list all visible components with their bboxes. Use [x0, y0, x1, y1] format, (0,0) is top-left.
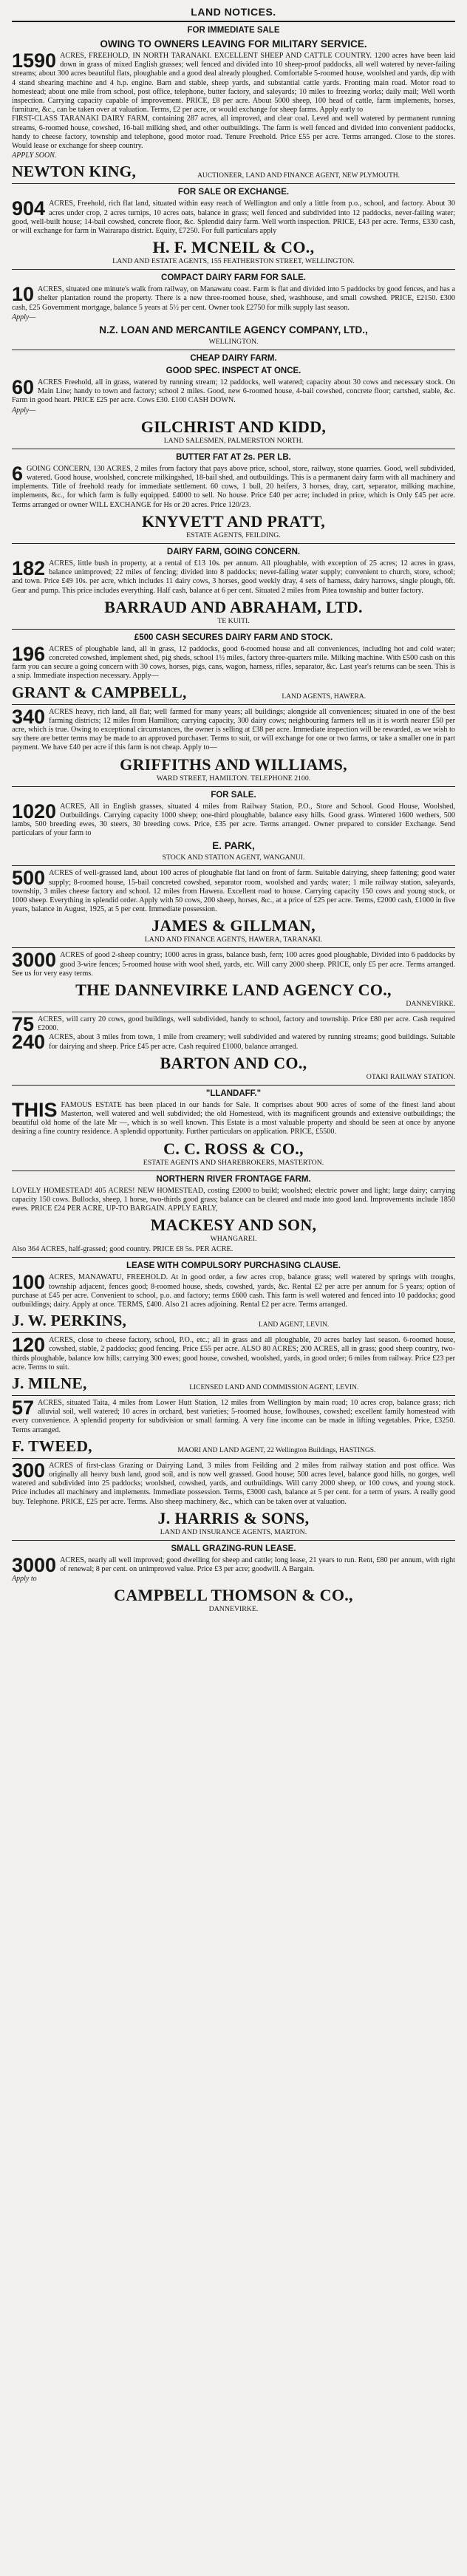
agent-name: J. W. PERKINS, [12, 1312, 127, 1330]
agent-name: GILCHRIST AND KIDD, [140, 417, 327, 436]
ad-e-park [12, 790, 455, 863]
ad-body-text: ACRES, MANAWATU, FREEHOLD. At in good order, a few acres crop, balance grass; well watered by springs with troughs, township adjacent, fences good; 8-roomed house, sheds, cowshed, yards, &c. Rental £2 per acre per annum for 5 years; option of purchase at £45 per acre. Convenient to school, p.o. and factory; terms £600 cash. This farm is well watered and fenced into 10 paddocks; good outbuildings; dairy. Apply at once. TERMS, £400. Also 21 acres adjoining. Rental £2 per acre. Terms arranged. [12, 1273, 455, 1309]
ad-body-paragraph [12, 1459, 455, 1507]
ad-acreage-number: 75 [12, 1012, 35, 1035]
agent-address: DANNEVIRKE. [406, 999, 455, 1008]
agent-block [12, 1437, 455, 1455]
ad-heading: CHEAP DAIRY FARM. [190, 354, 277, 364]
ad-body-text: LOVELY HOMESTEAD! 405 ACRES! NEW HOMESTEAD, costing £2000 to build; woolshed; electric power and light; large dairy; carrying capacity 150 cows. Bullocks, sheep, 1 horse, two-thirds good grass; balance can be cleared and made into good land. Improvements include 1850 ewes. PRICE £24 PER ACRE, UP-TO BARGAIN. APPLY EARLY, [12, 1186, 455, 1213]
ad-heading: SMALL GRAZING-RUN LEASE. [171, 1544, 296, 1553]
ad-butter-fat [12, 452, 455, 540]
ad-body-text: ACRES of good 2-sheep country; 1000 acres in grass, balance bush, fern; 100 acres good ploughable, Divided into 6 paddocks by good 3-wire fences; 5-roomed house with wool shed, yards, etc. Will carry 2000 sheep. PRICE, only £5 per acre. Terms arranged. See us for very easy terms. [12, 951, 455, 978]
ad-heading: FOR SALE. [211, 790, 256, 800]
agent-address: WHANGAREI. [210, 1235, 257, 1244]
ad-acreage-number: 10 [12, 283, 35, 306]
ad-acreage-number: 904 [12, 197, 46, 220]
ad-body-paragraph [12, 1273, 455, 1309]
ad-heading: GOOD SPEC. INSPECT AT ONCE. [166, 367, 301, 376]
ad-acreage-number: 6 [12, 462, 24, 485]
ad-body-paragraph [12, 1553, 455, 1576]
agent-address: STOCK AND STATION AGENT, WANGANUI. [162, 853, 305, 862]
ad-heading: COMPACT DAIRY FARM FOR SALE. [161, 273, 306, 283]
ad-body-text: ACRES, close to cheese factory, school, P.O., etc.; all in grass and all ploughable, 20 acres barley last season. 6-roomed house, cowshed, stable, 2 paddocks; good fencing. Price £55 per acre. ALSO 80 ACRES; 200 ACRES, all in grass; good sheep country, two-thirds ploughable, balance low hills; carrying 300 ewes; good house, cowshed, woolshed, yards, in good order; 6 miles from railway. Price £23 per acre. Terms to suit. [12, 1336, 455, 1372]
ad-perkins [12, 1261, 455, 1329]
agent-name: F. TWEED, [12, 1437, 92, 1455]
ad-body-paragraph [12, 869, 455, 914]
ad-divider [12, 1540, 455, 1541]
ad-body-paragraph [12, 197, 455, 236]
ad-harris [12, 1459, 455, 1537]
ad-heading: FOR SALE OR EXCHANGE. [177, 188, 290, 197]
ad-llandaff [12, 1088, 455, 1168]
ad-acreage-number: 100 [12, 1271, 46, 1294]
ad-divider [12, 786, 455, 787]
agent-address: DANNEVIRKE. [208, 1605, 259, 1614]
ad-divider [12, 1395, 455, 1396]
ad-body-text: ACRES of ploughable land, all in grass, 12 paddocks, good 6-roomed house and all conveniences, including hot and cold water; concreted cowshed, implement shed, pig sheds, school 1½ miles, factory three-quarters mile. Milking machine. With £500 cash on this farm you can secure a going concern with 30 cows, horses, pigs, cans, wagon, harness, rifles, separator, &c. Last year's returns can be seen. This is a snip. Immediate inspection necessary. Apply— [12, 644, 455, 681]
ad-military-service [12, 25, 455, 180]
agent-address: ESTATE AGENTS, FEILDING. [186, 531, 281, 539]
ad-divider [12, 543, 455, 544]
ad-body-paragraph [12, 800, 455, 839]
ad-acreage-number: 60 [12, 376, 35, 399]
agent-name: E. PARK, [212, 840, 255, 852]
ad-divider [12, 1257, 455, 1258]
ad-body-text: ACRES, Freehold, rich flat land, situated within easy reach of Wellington and only a little from p.o., school, and factory. About 30 acres under crop, 2 acres turnips, 10 acres oats, balance in grass; well fenced and subdivided into 12 paddocks, never-failing water; good, well-built house; 14-bail cowshed, concrete floor, &c. Splendid dairy farm. Well worth inspection. PRICE, £43 per acre. Terms, £330 cash, or will exchange for farm in Wairarapa district. Equity, £7250. For full particulars apply [12, 200, 455, 236]
ad-body-text: ACRES of well-grassed land, about 100 acres of ploughable flat land on front of farm. Suitable dairying, sheep fattening; good water supply; 8-roomed house, 15-bail concreted cowshed, separator room, woolshed and yards; water; 1 mile railway station, saleyards, township, 3 miles cheese factory and school. 12 miles from Hawera. Excellent road to house. Carrying capacity 150 cows and young stock, or 1000 sheep. Everything in splendid order. Apply with 50 cows, 200 sheep, horses, &c., at a price of £25 per acre. Terms, £2000 cash, £1000 in five years, balance in August, 1925, at 5 per cent. Immediate possession. [12, 869, 455, 914]
agent-name: J. HARRIS & SONS, [157, 1508, 310, 1527]
agent-address: LAND AND INSURANCE AGENTS, MARTON. [160, 1527, 307, 1536]
agent-address: WELLINGTON. [208, 338, 259, 347]
ad-barton [12, 1012, 455, 1082]
ad-body-text: ACRES, will carry 20 cows, good buildings, well subdivided, handy to school, factory and township. Price £80 per acre. Cash required £2000. [38, 1015, 455, 1033]
ad-heading: BUTTER FAT AT 2s. PER LB. [176, 452, 291, 462]
ad-body-text: ACRES of first-class Grazing or Dairying Land, 3 miles from Feilding and 2 miles from railway station and post office. Was originally all heavy bush land, good soil, and is now well grassed. Good house; 500 acres level, balance good hills, no gorges, well watered and subdivided into 25 paddocks; woolshed, cowshed, yards, and outbuildings. Will carry 2000 sheep, or 100 cows, and young stock. Price includes all machinery and implements. Immediate possession. Terms, £3000 cash, balance at 5 per cent. for a term of years. A really good buy. Telephone. PRICE, £25 per acre. Terms. Also sheep machinery, &c., which can be taken over at valuation. [12, 1461, 455, 1506]
ad-body-text: ACRES, nearly all well improved; good dwelling for sheep and cattle; long lease, 21 years to run. Rent, £80 per annum, with right of renewal; 8 per cent. on unimproved value. Price £3 per acre; goodwill. A Bargain. [60, 1556, 455, 1574]
ad-acreage-number: 240 [12, 1031, 46, 1054]
ad-body-paragraph [12, 642, 455, 681]
ad-body-text: ACRES, All in English grasses, situated 4 miles from Railway Station, P.O., Store and School. Good House, Woolshed, Outbuildings. Carrying capacity 1000 sheep; one-third ploughable, balance easy hills. Good grass. Wintered 1600 wethers, 500 lambs, 500 breeding ewes, 30 steers, 30 breeding cows. Price, £35 per acre. Terms arranged. Owner prepared to consider Exchange. Send particulars of your farm to [12, 802, 455, 838]
agent-address: LICENSED LAND AND COMMISSION AGENT, LEVIN. [189, 1384, 359, 1392]
agent-name: MACKESY AND SON, [150, 1216, 317, 1235]
ad-cheap-dairy [12, 353, 455, 446]
ad-sale-or-exchange [12, 187, 455, 266]
ad-tweed [12, 1399, 455, 1455]
ad-body-paragraph [12, 52, 455, 115]
ad-acreage-number: 1590 [12, 50, 57, 72]
ad-acreage-number: 500 [12, 867, 46, 890]
ad-body-text: ACRES, little bush in property, at a rental of £13 10s. per annum. All ploughable, with exception of 25 acres; 12 acres in grass, balance unimproved; 22 miles of fencing; divided into 8 paddocks; never-failing water supply; convenient to church, store, school; and town. Price £49 10s. per acre, which includes 11 dairy cows, 3 horses, good weekly dray, 4 sets of harness, dairy harrows, single plough, 6ft. Gear and pump. This price includes everything. Half cash, balance at 6 per cent. Situated 2 miles from Pitea township and butter factory. [12, 559, 455, 595]
ad-acreage-number: 120 [12, 1334, 46, 1357]
agent-name: CAMPBELL THOMSON & CO., [114, 1586, 353, 1605]
agent-block [12, 1374, 455, 1392]
agent-address: WARD STREET, HAMILTON. TELEPHONE 2100. [156, 774, 311, 783]
ad-body-paragraph [12, 1336, 455, 1372]
ad-divider [12, 629, 455, 630]
ad-body-paragraph [12, 285, 455, 313]
ad-acreage-number: 3000 [12, 949, 57, 972]
ad-divider [12, 1332, 455, 1333]
ad-heading: "LLANDAFF." [205, 1088, 262, 1098]
agent-address: TE KUITI. [217, 616, 250, 625]
ad-body-text: FAMOUS ESTATE has been placed in our hands for Sale. It comprises about 900 acres of some of the finest land about Masterton, well watered and well subdivided; the old Homestead, with its magnificent grounds and extensive outbuildings; the beautiful old home of the late Mr —, which is so well known. This Estate is a most valuable property and should be seen at once by anyone desiring a fine country residence. A splendid opportunity. Further particulars on application. PRICE, £5500. [12, 1100, 455, 1137]
agent-name: BARTON AND CO., [160, 1053, 307, 1072]
ad-heading: OWING TO OWNERS LEAVING FOR MILITARY SERVICE. [100, 38, 367, 50]
agent-address: AUCTIONEER, LAND AND FINANCE AGENT, NEW PLYMOUTH. [197, 172, 400, 180]
ad-body-text: GOING CONCERN, 130 ACRES, 2 miles from factory that pays above price, school, store, railway, stone quarries. Good, well subdivided, watered. Good house, woolshed, concrete milkingshed, 18-bail shed, and outbuildings. This is a permanent dairy farm with all machinery and implements. Title of freehold ready for immediate settlement. 60 cows, 1 bull, 20 heifers, 3 horses, dray, cart, separator, milking machine, implements, &c., for which farm is fully equipped. £4000 to sell. No house. Price £40 per acre; included in price, which is Only £45 per acre. Terms arranged or owner WILL EXCHANGE for Hs or 20 acres. Price 120/23. [12, 464, 455, 509]
agent-address: LAND AND ESTATE AGENTS, 155 FEATHERSTON STREET, WELLINGTON. [112, 257, 355, 266]
agent-name: GRIFFITHS AND WILLIAMS, [120, 754, 347, 774]
ad-note-text: Also 364 ACRES, half-grassed; good country. PRICE £8 5s. PER ACRE. [12, 1245, 234, 1254]
agent-block [12, 684, 455, 701]
ad-body-paragraph [12, 462, 455, 510]
ad-heading: LEASE WITH COMPULSORY PURCHASING CLAUSE. [126, 1261, 341, 1271]
ad-acreage-number: 300 [12, 1459, 46, 1482]
ad-griffiths [12, 705, 455, 783]
ad-heading: DAIRY FARM, GOING CONCERN. [166, 547, 301, 556]
agent-address: MAORI AND LAND AGENT, 22 Wellington Buildings, HASTINGS. [177, 1446, 376, 1454]
agent-name: H. F. MCNEIL & CO., [152, 238, 315, 257]
ad-body-paragraph [12, 1098, 455, 1137]
agent-address: LAND AGENT, LEVIN. [258, 1321, 330, 1329]
ad-acreage-number: 57 [12, 1397, 35, 1420]
ad-compact-dairy [12, 273, 455, 347]
agent-address: ESTATE AGENTS AND SHAREBROKERS, MASTERTON. [143, 1158, 324, 1167]
ad-northern-river [12, 1174, 455, 1255]
ad-heading: £500 CASH SECURES DAIRY FARM AND STOCK. [134, 633, 333, 642]
agent-name: NEWTON KING, [12, 163, 137, 181]
agent-name: GRANT & CAMPBELL, [12, 683, 187, 701]
agent-name: N.Z. LOAN AND MERCANTILE AGENCY COMPANY, LTD., [99, 324, 368, 336]
ad-milne [12, 1336, 455, 1392]
ad-body-paragraph [12, 1031, 455, 1054]
agent-name: KNYVETT AND PRATT, [141, 511, 326, 531]
ad-body-paragraph [12, 556, 455, 596]
ad-body-text: ACRES, about 3 miles from town, 1 mile from creamery; well subdivided and watered by running streams; good buildings. Suitable for dairying and sheep. Price £45 per acre. Cash required £1000, balance arranged. [49, 1033, 455, 1051]
agent-name: BARRAUD AND ABRAHAM, LTD. [104, 597, 363, 616]
ad-body-text: ACRES, situated Taita, 4 miles from Lower Hutt Station, 12 miles from Wellington by main road; 10 acres crop, balance grass; rich alluvial soil, well watered; 10 acres in orchard, best varieties; 5-roomed house, fowlhouses, cowshed; excellent family homestead with every convenience. A splendid property for subdivision or small farming. A very fine income can be made in lifting vegetables. Price, £3250. Terms arranged. [12, 1399, 455, 1434]
ad-divider [12, 1085, 455, 1086]
agent-name: JAMES & GILLMAN, [151, 916, 316, 936]
ad-heading: FOR IMMEDIATE SALE [187, 26, 280, 35]
ad-body-paragraph [12, 951, 455, 978]
agent-name: THE DANNEVIRKE LAND AGENCY CO., [75, 980, 392, 999]
ad-cash-dairy [12, 633, 455, 701]
ad-dairy-going-concern [12, 547, 455, 626]
ad-acreage-number: 196 [12, 642, 46, 665]
ad-body-paragraph [12, 1399, 455, 1435]
ad-acreage-number: 182 [12, 556, 46, 579]
ad-body-text: ACRES, FREEHOLD, IN NORTH TARANAKI. EXCELLENT SHEEP AND CATTLE COUNTRY. 1200 acres have been laid down in grass of mixed English grasses; well fenced and divided into 10 sheep-proof paddocks, all well watered by never-failing streams; about 300 acres beautiful flats, ploughable and a good deal already ploughed. Comfortable 5-roomed house, woolshed and yards, dip with 4 stand shearing machine and 4 h.p. engine. Barn and stable, sheep yards, and substantial cattle yards. Fronting main road. Motor road to homestead; about one mile from school, post office, telephone, butter factory, and saleyards; 10 miles to freezing works; daily mail; Well worth inspection. Carrying capacity capable of improvement. PRICE, £8 per acre. About 5000 sheep, 100 head of cattle, farm implements, horses, furniture, &c., can be taken over at valuation. Terms, £2 per acre, or would exchange for sheep farms. Apply early to [12, 52, 455, 115]
title-rule [12, 21, 455, 22]
agent-address: LAND AND FINANCE AGENTS, HAWERA, TARANAKI. [144, 936, 323, 944]
ad-divider [12, 1458, 455, 1459]
apply-line: Apply to [12, 1575, 37, 1584]
ad-divider [12, 704, 455, 705]
agent-address: LAND AGENTS, HAWERA. [282, 692, 367, 701]
apply-line: Apply— [12, 406, 36, 415]
ad-body-text: ACRES heavy, rich land, all flat; well farmed for many years; all buildings; alongside all conveniences; situated in one of the best farming districts; 12 miles from Hamilton; carrying capacity, 300 dairy cows; neighbouring farmers tell us it is worth nearer £50 per acre, which is true. Owing to exceptional circumstances, the owner is selling at £38 per acre. Immediate inspection will be rewarded, as we wish to say there are better terms may be made to an approved purchaser. Terms to suit, or will exchange for one or two farms, or take a smaller one in part payment. We have £40 per acre if this farm is not cheap. Apply to— [12, 707, 455, 752]
land-notices-page [12, 0, 455, 1621]
ad-james-gillman [12, 869, 455, 944]
apply-line: APPLY SOON. [12, 151, 57, 160]
ad-body-paragraph [12, 378, 455, 406]
agent-address: OTAKI RAILWAY STATION. [366, 1072, 455, 1081]
ad-body-paragraph [12, 1012, 455, 1035]
ad-dannevirke-land [12, 951, 455, 1009]
agent-block [12, 163, 455, 180]
ad-campbell-thomson [12, 1544, 455, 1615]
ad-acreage-number: THIS [12, 1098, 58, 1121]
ad-body-text: ACRES Freehold, all in grass, watered by running stream; 12 paddocks, well watered; capacity about 30 cows and necessary stock. On Main Line; handy to town and factory; school 2 miles. Good, new 6-roomed house, 4-bail cowshed, concrete floor; cartshed, stable, &c. Farm in good heart. PRICE £25 per acre. Cows £30. £100 CASH DOWN. [12, 378, 455, 405]
ad-acreage-number: 3000 [12, 1553, 57, 1576]
page-title: LAND NOTICES. [191, 6, 276, 18]
ad-body-text: ACRES, situated one minute's walk from railway, on Manawatu coast. Farm is flat and divided into 5 paddocks by good fences, and has a shelter plantation round the property. There is a new three-roomed house, shed, washhouse, and small cowshed. PRICE, £2150. £300 cash, £25 Government mortgage, balance 5 years at 5½ per cent. Owner took £2750 for milk supply last season. [12, 285, 455, 312]
ad-acreage-number: 340 [12, 705, 46, 728]
agent-name: C. C. ROSS & CO., [163, 1139, 304, 1158]
ad-divider [12, 865, 455, 866]
ad-divider [12, 183, 455, 184]
ad-heading: NORTHERN RIVER FRONTAGE FARM. [156, 1174, 311, 1184]
ad-divider [12, 269, 455, 270]
agent-address: LAND SALESMEN, PALMERSTON NORTH. [163, 436, 304, 445]
agent-block [12, 1312, 455, 1329]
ad-body-paragraph [12, 705, 455, 753]
agent-name: J. MILNE, [12, 1374, 87, 1393]
apply-line: Apply— [12, 313, 36, 321]
ad-divider [12, 947, 455, 948]
ad-acreage-number: 1020 [12, 800, 57, 822]
ad-note-text: FIRST-CLASS TARANAKI DAIRY FARM, containing 287 acres, all improved, and clear coal. Level and well watered by permanent running streams, 6-roomed house, cowshed, 16-bail milking shed, and other outbuildings. The farm is well fenced and divided into convenient paddocks, handy to cheese factory, township and telephone, good motor road. Tenure Freehold. Price £55 per acre. Terms arranged. Close to the stores. Would lease or exchange for sheep country. [12, 115, 455, 151]
